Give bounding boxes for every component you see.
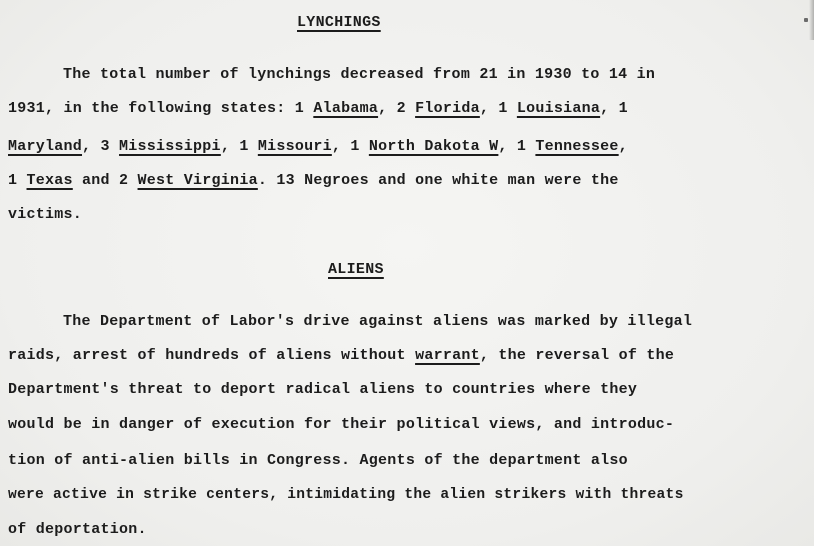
- state-louisiana: Louisiana: [516, 100, 601, 117]
- aliens-line-3: Department's threat to deport radical aliens to countries where they: [8, 381, 638, 398]
- state-alabama: Alabama: [313, 100, 379, 117]
- aliens-text: , the reversal of the: [479, 347, 675, 364]
- state-florida: Florida: [415, 100, 480, 117]
- aliens-line-6: were active in strike centers, intimidating the alien strikers with threats: [8, 487, 684, 503]
- lynchings-text: 1931, in the following states: 1: [8, 100, 314, 117]
- state-mississippi: Mississippi: [119, 138, 221, 155]
- lynchings-text: ,: [618, 138, 628, 155]
- lynchings-text: , 2: [378, 100, 416, 117]
- lynchings-line-5: victims.: [8, 206, 83, 223]
- lynchings-text: , 1: [498, 138, 536, 155]
- page-edge-shadow: [809, 0, 814, 40]
- lynchings-line-1: The total number of lynchings decreased from 21 in 1930 to 14 in: [63, 66, 656, 83]
- state-maryland: Maryland: [8, 138, 83, 155]
- aliens-text: raids, arrest of hundreds of aliens without: [8, 347, 416, 364]
- lynchings-text: , 1: [220, 138, 258, 155]
- state-north-dakota: North Dakota W: [368, 138, 499, 155]
- state-tennessee: Tennessee: [535, 138, 619, 155]
- aliens-heading: ALIENS: [328, 261, 384, 278]
- aliens-line-7: of deportation.: [8, 521, 147, 538]
- state-west-virginia: West Virginia: [137, 172, 258, 189]
- lynchings-text: , 3: [82, 138, 120, 155]
- lynchings-text: , 1: [600, 100, 628, 117]
- aliens-line-5: tion of anti-alien bills in Congress. Agents of the department also: [8, 452, 628, 469]
- lynchings-line-4: [8, 172, 619, 190]
- lynchings-heading: LYNCHINGS: [297, 14, 381, 31]
- margin-mark: [804, 18, 808, 22]
- lynchings-text: , 1: [331, 138, 369, 155]
- state-missouri: Missouri: [257, 138, 332, 155]
- lynchings-text: , 1: [479, 100, 517, 117]
- aliens-line-2: [8, 347, 674, 365]
- lynchings-line-3: [8, 138, 628, 156]
- lynchings-text: and 2: [72, 172, 138, 189]
- aliens-line-1: The Department of Labor's drive against aliens was marked by illegal: [63, 313, 693, 330]
- aliens-line-4: would be in danger of execution for their political views, and introduc-: [8, 416, 675, 433]
- lynchings-line-2: [8, 100, 628, 118]
- warrant-word: warrant: [415, 347, 480, 364]
- lynchings-text: . 13 Negroes and one white man were the: [257, 172, 619, 189]
- lynchings-text: 1: [8, 172, 27, 189]
- state-texas: Texas: [26, 172, 73, 189]
